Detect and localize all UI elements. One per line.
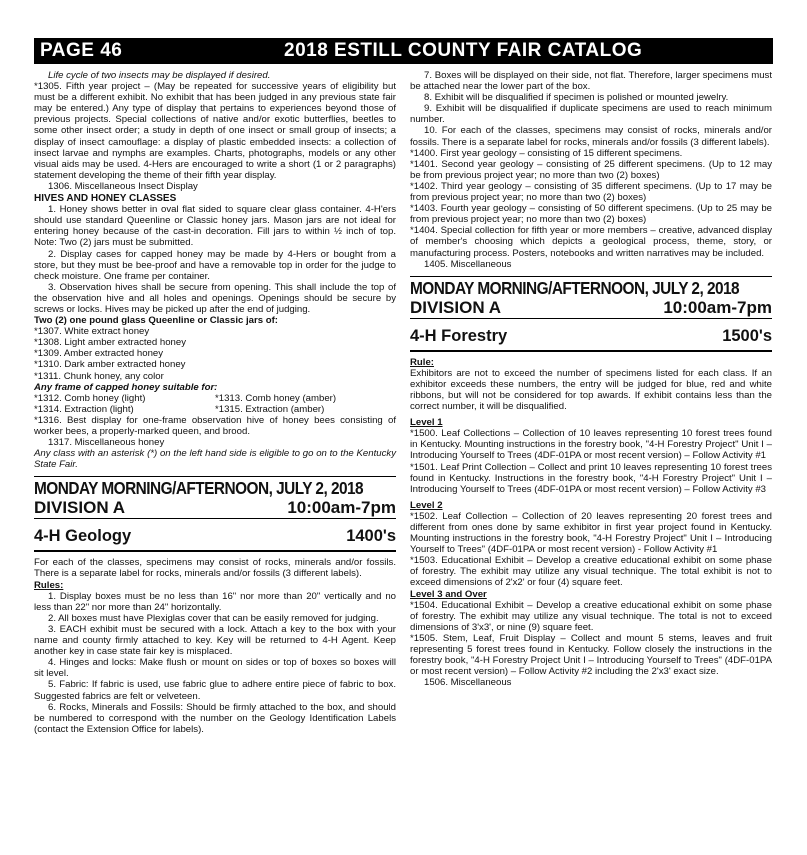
- hives-rule-2: 2. Display cases for capped honey may be made by 4-Hers or bought from a store, but they must be bee-proof and have a removable top in order for the judge to check moisture. One frame per container.: [34, 248, 396, 282]
- geology-rule-10: 10. For each of the classes, specimens may consist of rocks, minerals and/or fossils. There is a separate label for rocks, minerals and/or fossils (3 different labels).: [410, 125, 772, 148]
- geology-code: 1400's: [346, 527, 396, 546]
- class-1500: *1500. Leaf Collections – Collection of 10 leaves representing 10 forest trees found in Kentucky. Mounting instructions in the forestry book, "4-H Forestry Project" Unit I – Introducing Yourself to Trees (4DF-01PA or most recent version) – Follow Activity #1: [410, 428, 772, 462]
- geology-rule-9: 9. Exhibit will be disqualified if duplicate specimens are used to reach minimum number.: [410, 103, 772, 126]
- geology-rule-2: 2. All boxes must have Plexiglas cover that can be easily removed for judging.: [48, 612, 379, 624]
- geology-division-row: [34, 498, 396, 519]
- class-1316: *1316. Best display for one-frame observation hive of honey bees consisting of worker bees, a properly-marked queen, and brood.: [34, 414, 396, 437]
- hives-rule-1: 1. Honey shows better in oval flat sided to square clear glass container. 4-H'ers should use standard Queenline or Classic honey jars. Mason jars are not ideal for entering honey because of the cast-in decoration. Fill jars to within ½ inch of top. Note: Two (2) jars must be submitted.: [34, 204, 396, 249]
- level-1-heading: Level 1: [410, 417, 443, 429]
- class-1402: *1402. Third year geology – consisting of 35 different specimens. (Up to 17 may be from previous project year; no more than two (2) boxes): [410, 180, 772, 204]
- geology-rule-6: 6. Rocks, Minerals and Fossils: Should be firmly attached to the box, and should be numbered to correspond with the number on the Geology Identification Labels (contact the Extension Office for labels).: [34, 701, 396, 735]
- class-1310: *1310. Dark amber extracted honey: [34, 359, 186, 371]
- class-1502: *1502. Leaf Collection – Collection of 20 leaves representing 20 forest trees and different from ones done by same exhibitor in first year project found in Kentucky. Mounting instructions in the forestry book, "4-H Forestry Project" Unit I – Introducing Yourself to Trees" (4DF-01PA or most recent version) - Follow Activity #1: [410, 510, 772, 556]
- class-1309: *1309. Amber extracted honey: [34, 348, 164, 360]
- level-2-heading: Level 2: [410, 499, 443, 511]
- forestry-rule-text: Exhibitors are not to exceed the number of specimens listed for each class. If an exhibitor exceeds these numbers, the entry will be judged for blue, red and white ribbons, but will not be considered for top awards. If exhibit contains less than the correct number, it will be disqualified.: [410, 367, 772, 413]
- class-1315: *1315. Extraction (amber): [215, 403, 325, 415]
- rules-heading: Rules:: [34, 579, 64, 591]
- class-1313: *1313. Comb honey (amber): [215, 392, 337, 404]
- forestry-class-row: [410, 326, 772, 352]
- class-1501: *1501. Leaf Print Collection – Collect and print 10 leaves representing 10 forest trees found in Kentucky. Instructions in the forestry book, "4-H Forestry Project" Unit I – Introducing Yourself to Trees (4DF-01PA or most recent version) – Follow Activity #3: [410, 461, 772, 495]
- geology-rule-5: 5. Fabric: If fabric is used, use fabric glue to adhere entire piece of fabric to box. Suggested fabrics are felt or velveteen.: [34, 679, 396, 702]
- forestry-code: 1500's: [722, 326, 772, 345]
- class-1506: 1506. Miscellaneous: [424, 677, 512, 689]
- forestry-rule-heading: Rule:: [410, 356, 434, 368]
- class-1504: *1504. Educational Exhibit – Develop a creative educational exhibit on some phase of forestry. The exhibit may utilize any visual technique. The total is not to exceed dimensions of 3'x3', or nine (9) square feet.: [410, 599, 772, 633]
- class-1311: *1311. Chunk honey, any color: [34, 370, 164, 382]
- class-1308: *1308. Light amber extracted honey: [34, 337, 187, 349]
- class-1314: *1314. Extraction (light): [34, 403, 134, 415]
- class-1307: *1307. White extract honey: [34, 326, 150, 338]
- class-1306: 1306. Miscellaneous Insect Display: [48, 180, 198, 192]
- forestry-time: 10:00am-7pm: [663, 297, 772, 317]
- forestry-division-row: [410, 298, 772, 319]
- geology-rule-4: 4. Hinges and locks: Make flush or mount on sides or top of boxes so boxes will sit level.: [34, 657, 396, 680]
- class-1503: *1503. Educational Exhibit – Develop a creative educational exhibit on some phase of forestry. The exhibit may utilize any visual technique. The total exhibit is not to exceed dimensions of 2'x2' or four (4) square feet.: [410, 555, 772, 589]
- geology-intro: For each of the classes, specimens may consist of rocks, minerals and/or fossils. There is a separate label for rocks, minerals and/or fossils (3 different labels).: [34, 557, 396, 580]
- forestry-name: 4-H Forestry: [410, 326, 508, 345]
- insect-note: Life cycle of two insects may be displayed if desired.: [48, 70, 271, 81]
- jars-heading: Two (2) one pound glass Queenline or Classic jars of:: [34, 315, 278, 327]
- hives-heading: HIVES AND HONEY CLASSES: [34, 193, 177, 205]
- frame-row-1: [34, 393, 396, 404]
- geology-name: 4-H Geology: [34, 527, 132, 546]
- geology-rule-3: 3. EACH exhibit must be secured with a lock. Attach a key to the box with your name and county firmly attached to key. Key will be returned to 4-H Agent. Keep another key in case state fair key is misplaced.: [34, 623, 396, 658]
- frame-row-2: [34, 404, 396, 415]
- geology-class-row: [34, 526, 396, 552]
- catalog-title: 2018 ESTILL COUNTY FAIR CATALOG: [284, 40, 643, 61]
- geology-section-header: [34, 476, 396, 552]
- left-column: [34, 70, 396, 735]
- class-1305: *1305. Fifth year project – (May be repeated for successive years of eligibility but must be a different exhibit. No exhibit that has been judged in any previous state fair may be entered.) Any type of display that pertains to experiences beyond those of previous projects. Special collections of native and/or exotic butterflies, beetles to some other insect order; a study in depth of one insect or small group of insects; a display of insect camouflage: a display of plastic embedded insects: a collection of insect larvae and nymphs are examples. Charts, photographs, models or any other visual aids may be used. 4-Hers are encouraged to write a short (1 or 2 paragraphs) statement developing the theme of their fifth year display.: [34, 81, 396, 181]
- forestry-date: MONDAY MORNING/AFTERNOON, JULY 2, 2018: [410, 277, 740, 298]
- level-3-heading: Level 3 and Over: [410, 588, 487, 600]
- right-column: [410, 70, 772, 688]
- frame-heading: Any frame of capped honey suitable for:: [34, 381, 218, 393]
- forestry-section-header: [410, 276, 772, 352]
- class-1401: *1401. Second year geology – consisting of 25 different specimens. (Up to 12 may be from previous project year; no more than two (2) boxes): [410, 158, 772, 181]
- class-1403: *1403. Fourth year geology – consisting of 50 different specimens. (Up to 25 may be from previous project year; no more than two (2) boxes): [410, 203, 772, 226]
- page-number: PAGE 46: [40, 40, 123, 61]
- hives-rule-3: 3. Observation hives shall be secure from opening. This shall include the top of the observation hive and all holes and openings. Openings should be secure by screws or locks. Hives may be picked up after the end of judging.: [34, 281, 396, 315]
- page-header: [34, 38, 773, 64]
- class-1404: *1404. Special collection for fifth year or more members – creative, advanced display of member's choosing which depicts a geological process, theme, story, or manufacturing process. Posters, notebooks and written narratives may be included.: [410, 225, 772, 259]
- class-1317: 1317. Miscellaneous honey: [48, 437, 165, 449]
- geology-rule-1: 1. Display boxes must be no less than 16" nor more than 20" vertically and no less than 22" nor more than 24" horizontally.: [34, 590, 396, 613]
- class-1400: *1400. First year geology – consisting of 15 different specimens.: [410, 147, 683, 159]
- forestry-division: DIVISION A: [410, 297, 501, 317]
- geology-division: DIVISION A: [34, 498, 125, 518]
- class-1405: 1405. Miscellaneous: [424, 258, 512, 270]
- geology-time: 10:00am-7pm: [287, 498, 396, 518]
- geology-rule-8: 8. Exhibit will be disqualified if specimen is polished or mounted jewelry.: [424, 92, 729, 104]
- class-1505: *1505. Stem, Leaf, Fruit Display – Collect and mount 5 stems, leaves and fruit representing 5 forest trees found in Kentucky. Follow closely the instructions in the forestry book, "4-H Forestry Project Unit I – Introducing Yourself to Trees" (4DF-01PA or most recent version) – Follow Activity #2 including the 2'x3' exact size.: [410, 632, 772, 678]
- class-1312: *1312. Comb honey (light): [34, 392, 146, 404]
- geology-rule-7: 7. Boxes will be displayed on their side, not flat. Therefore, larger specimens must be attached near the lower part of the box.: [410, 70, 772, 93]
- asterisk-note: Any class with an asterisk (*) on the left hand side is eligible to go on to the Kentucky State Fair.: [34, 448, 396, 471]
- geology-date: MONDAY MORNING/AFTERNOON, JULY 2, 2018: [34, 478, 364, 499]
